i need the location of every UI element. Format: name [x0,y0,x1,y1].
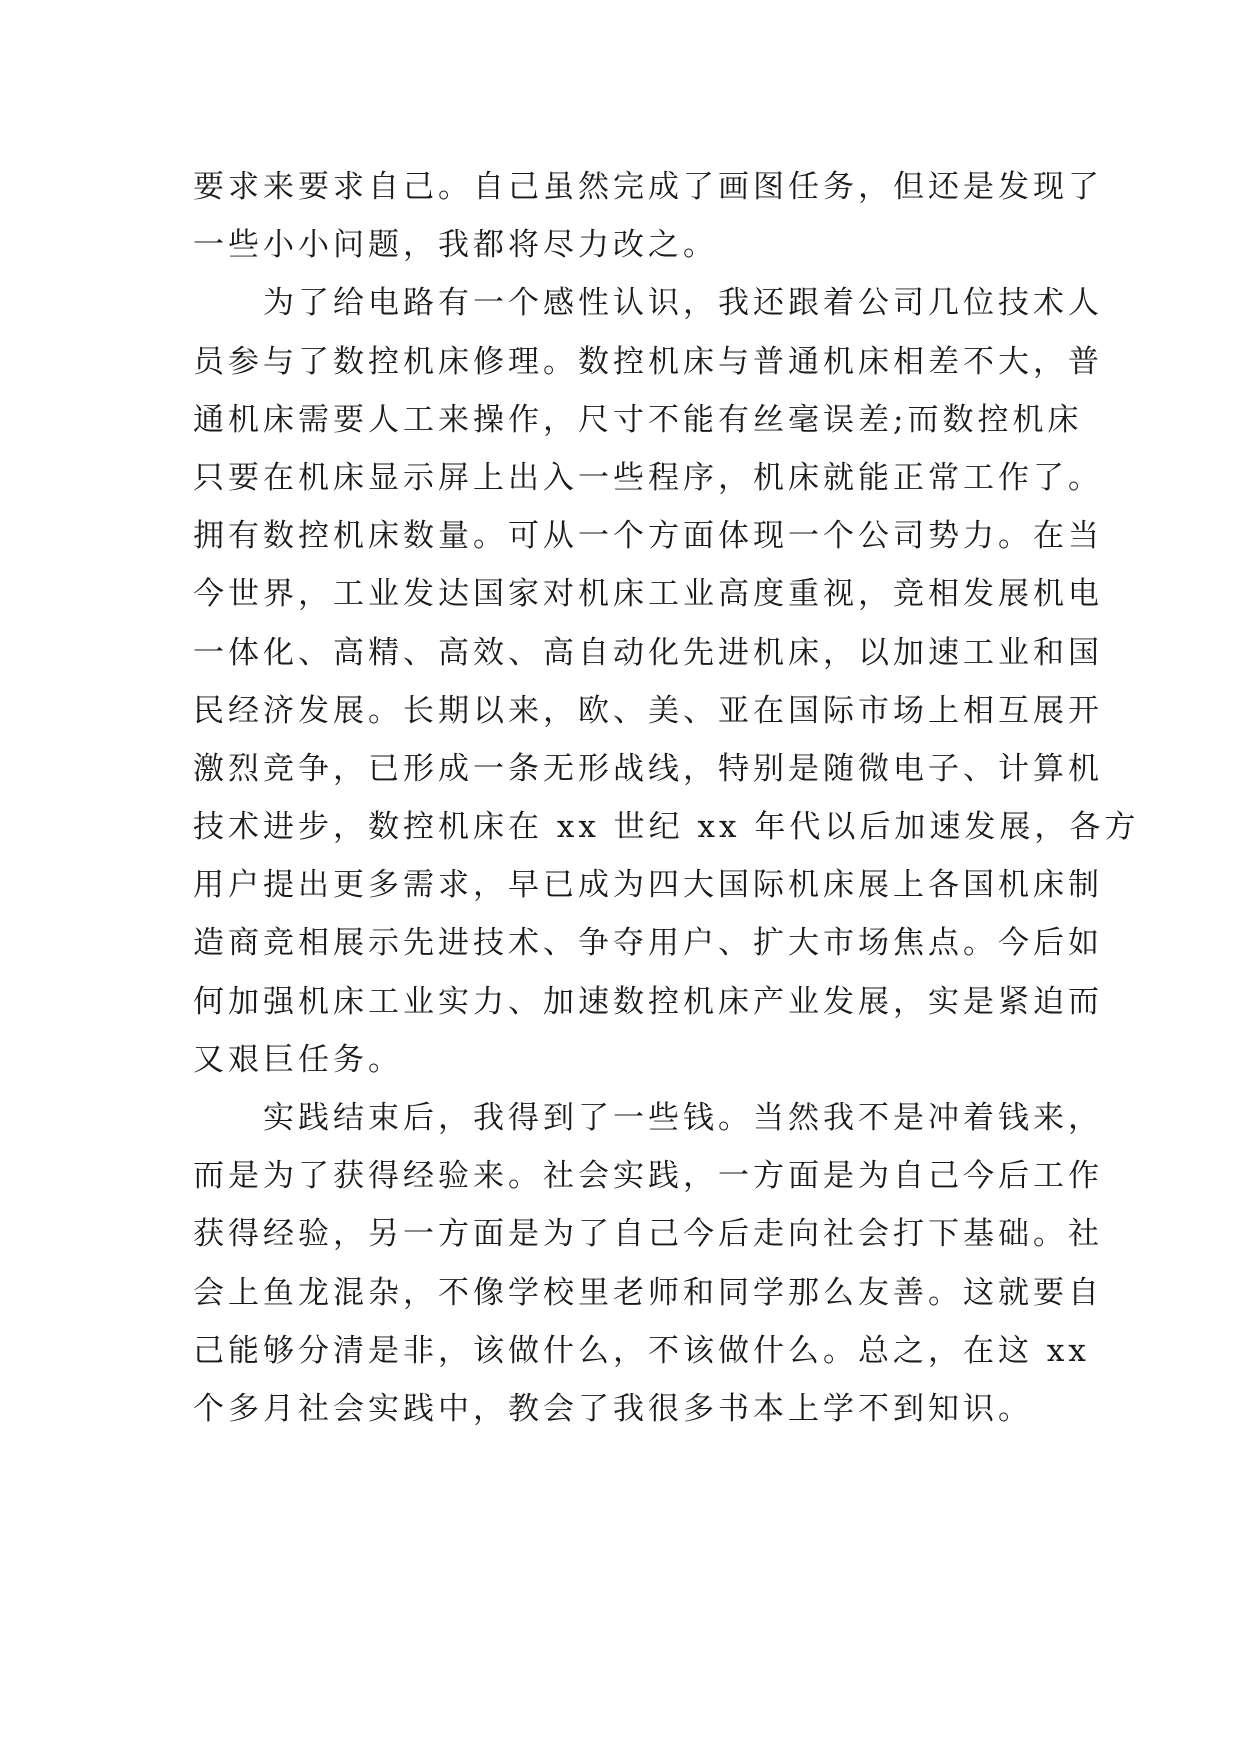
text-line: 为了给电路有一个感性认识，我还跟着公司几位技术人 [263,285,1103,322]
text-line: 又艰巨任务。 [193,1041,403,1078]
text-line: 激烈竞争，已形成一条无形战线，特别是随微电子、计算机 [193,750,1103,787]
text-line: 要求来要求自己。自己虽然完成了画图任务，但还是发现了 [193,169,1103,205]
text-line: 拥有数控机床数量。可从一个方面体现一个公司势力。在当 [193,518,1103,555]
text-line: 用户提出更多需求，早已成为四大国际机床展上各国机床制 [193,867,1103,904]
text-line: 实践结束后，我得到了一些钱。当然我不是冲着钱来， [263,1100,1103,1136]
text-line: 通机床需要人工来操作，尺寸不能有丝毫误差;而数控机床 [193,401,1083,438]
text-line: 会上鱼龙混杂，不像学校里老师和同学那么友善。这就要自 [193,1274,1103,1311]
document-body [193,158,1140,1438]
text-line: 今世界，工业发达国家对机床工业高度重视，竞相发展机电 [193,576,1103,613]
text-line: 一些小小问题，我都将尽力改之。 [193,227,718,264]
text-line: 个多月社会实践中，教会了我很多书本上学不到知识。 [193,1390,1033,1427]
text-line: 己能够分清是非，该做什么，不该做什么。总之，在这 xx [193,1332,1090,1369]
text-line: 员参与了数控机床修理。数控机床与普通机床相差不大，普 [193,343,1103,380]
text-line: 获得经验，另一方面是为了自己今后走向社会打下基础。社 [193,1216,1103,1253]
text-line: 只要在机床显示屏上出入一些程序，机床就能正常工作了。 [193,459,1103,496]
text-line: 技术进步，数控机床在 xx 世纪 xx 年代以后加速发展，各方 [193,809,1140,846]
text-line: 何加强机床工业实力、加速数控机床产业发展，实是紧迫而 [193,983,1103,1020]
text-line: 一体化、高精、高效、高自动化先进机床，以加速工业和国 [193,634,1103,671]
text-line: 造商竞相展示先进技术、争夺用户、扩大市场焦点。今后如 [193,925,1103,962]
text-line: 而是为了获得经验来。社会实践，一方面是为自己今后工作 [193,1158,1103,1195]
text-line: 民经济发展。长期以来，欧、美、亚在国际市场上相互展开 [193,692,1103,729]
